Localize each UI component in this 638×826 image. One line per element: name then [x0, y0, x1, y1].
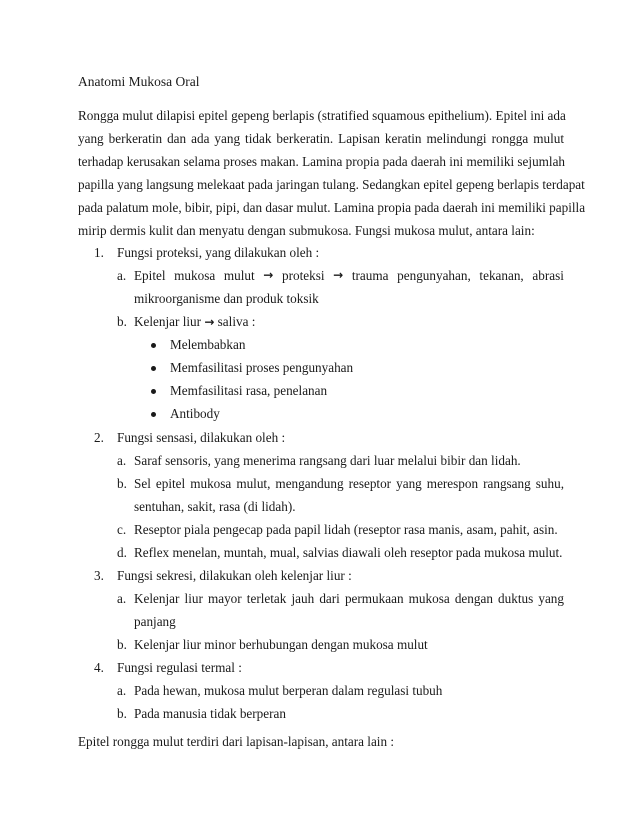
sub-item-letter: b.	[117, 314, 127, 329]
bullet-icon	[151, 412, 156, 417]
bullet-item: Memfasilitasi proses pengunyahan	[170, 360, 354, 375]
sub-item-line	[134, 268, 564, 284]
list-item-heading: Fungsi regulasi termal :	[117, 660, 242, 675]
list-number: 3.	[94, 568, 104, 583]
sub-item-letter: d.	[117, 545, 127, 560]
intro-line: yang berkeratin dan ada yang tidak berkeratin. Lapisan keratin melindungi rongga mulut	[78, 131, 564, 147]
sub-item-word: tekanan,	[479, 268, 524, 283]
arrow-right-icon: →	[263, 268, 274, 282]
sub-item-line: Reflex menelan, muntah, mual, salvias diawali oleh reseptor pada mukosa mulut.	[134, 545, 563, 560]
sub-item-line: Pada hewan, mukosa mulut berperan dalam regulasi tubuh	[134, 683, 443, 698]
sub-item-letter: a.	[117, 268, 127, 283]
sub-item-word: pengunyahan,	[397, 268, 471, 283]
sub-item-letter: b.	[117, 476, 127, 491]
sub-item-word: mukosa	[174, 268, 216, 283]
list-item-heading: Fungsi proteksi, yang dilakukan oleh :	[117, 245, 320, 260]
sub-item-line: Saraf sensoris, yang menerima rangsang dari luar melalui bibir dan lidah.	[134, 453, 521, 468]
intro-paragraph	[78, 104, 586, 243]
sub-item-line	[134, 314, 255, 330]
sub-item-text: Kelenjar liur	[134, 314, 202, 329]
sub-item-letter: a.	[117, 683, 127, 698]
sub-item-line: Sel epitel mukosa mulut, mengandung reseptor yang merespon rangsang suhu,	[134, 476, 564, 491]
sub-item-word: mulut	[223, 268, 255, 283]
list-item-heading: Fungsi sekresi, dilakukan oleh kelenjar liur :	[117, 568, 352, 583]
bullet-item: Antibody	[170, 406, 220, 421]
bullet-icon	[151, 366, 156, 371]
sub-item-word: abrasi	[532, 268, 564, 283]
sub-item-continuation: sentuhan, sakit, rasa (di lidah).	[134, 499, 296, 514]
bullet-icon	[151, 389, 156, 394]
intro-line: pada palatum mole, bibir, pipi, dan dasar mulut. Lamina propia pada daerah ini memiliki papilla	[78, 200, 586, 216]
document-title: Anatomi Mukosa Oral	[78, 74, 200, 89]
sub-item-text: saliva :	[217, 314, 256, 329]
list-number: 4.	[94, 660, 104, 675]
sub-item-letter: b.	[117, 637, 127, 652]
sub-item-line: Kelenjar liur minor berhubungan dengan mukosa mulut	[134, 637, 428, 652]
sub-item-word: trauma	[351, 268, 389, 283]
sub-item-letter: a.	[117, 453, 127, 468]
sub-item-word: Epitel	[134, 268, 166, 283]
sub-item-continuation: mikroorganisme dan produk toksik	[134, 291, 319, 306]
sub-item-letter: c.	[117, 522, 127, 537]
sub-item-line: Pada manusia tidak berperan	[134, 706, 286, 721]
bullet-item: Melembabkan	[170, 337, 246, 352]
intro-line: papilla yang langsung melekaat pada jaringan tulang. Sedangkan epitel gepeng berlapis terdapat	[78, 177, 585, 193]
intro-line: mirip dermis kulit dan menyatu dengan submukosa. Fungsi mukosa mulut, antara lain:	[78, 223, 535, 239]
list-number: 1.	[94, 245, 104, 260]
intro-line: Rongga mulut dilapisi epitel gepeng berlapis (stratified squamous epithelium). Epitel ini ada	[78, 108, 566, 123]
arrow-right-icon: →	[204, 315, 215, 329]
sub-item-line: Kelenjar liur mayor terletak jauh dari permukaan mukosa dengan duktus yang	[134, 591, 564, 606]
closing-line: Epitel rongga mulut terdiri dari lapisan-lapisan, antara lain :	[78, 734, 395, 749]
bullet-item: Memfasilitasi rasa, penelanan	[170, 383, 328, 398]
sub-item-letter: a.	[117, 591, 127, 606]
list-number: 2.	[94, 430, 104, 445]
sub-item-letter: b.	[117, 706, 127, 721]
list-item-heading: Fungsi sensasi, dilakukan oleh :	[117, 430, 286, 445]
bullet-icon	[151, 343, 156, 348]
arrow-right-icon: →	[333, 268, 344, 282]
intro-line: terhadap kerusakan selama proses makan. Lamina propia pada daerah ini memiliki sejumlah	[78, 154, 566, 170]
sub-item-continuation: panjang	[134, 614, 176, 629]
sub-item-word: proteksi	[282, 268, 325, 283]
sub-item-line: Reseptor piala pengecap pada papil lidah (reseptor rasa manis, asam, pahit, asin.	[134, 522, 558, 537]
